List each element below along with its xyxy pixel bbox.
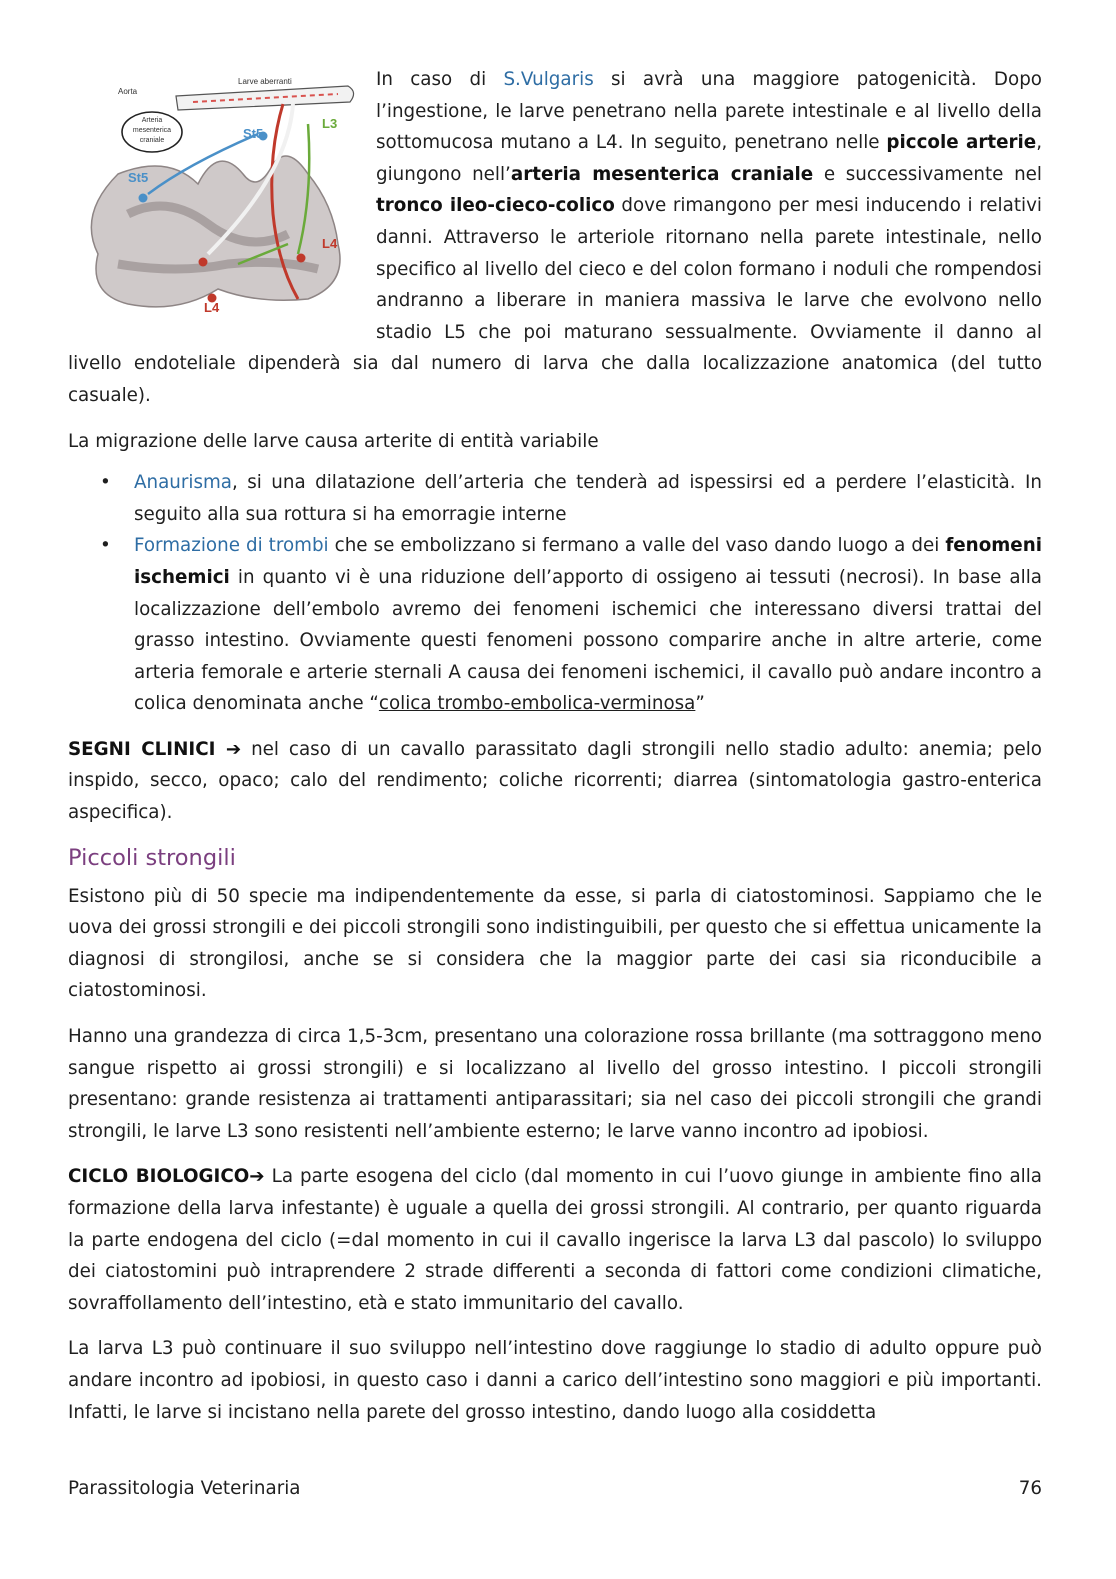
mesenterica-label: mesenterica (132, 127, 172, 134)
bullet-icon: • (100, 472, 111, 494)
footer-title: Parassitologia Veterinaria (68, 1478, 301, 1499)
migration-diagram (58, 64, 362, 322)
paragraph-segni-clinici: SEGNI CLINICI ➔ nel caso di un cavallo parassitato dagli strongili nello stadio adulto: anemia; pelo inspido, secco, opaco; calo del rendimento; coliche ricorrenti; diarrea (sintomatologia gastro-enterica aspecifica). (68, 738, 1042, 824)
paragraph-migrazione: La migrazione delle larve causa arterite di entità variabile (68, 430, 599, 452)
arteria-label: Arteria (141, 117, 163, 124)
page-content (68, 64, 1042, 1428)
bullet-icon: • (100, 535, 111, 557)
l4-label: L4 (204, 300, 220, 315)
aorta-label: Aorta (118, 87, 138, 96)
s-vulgaris-term: S.Vulgaris (503, 69, 594, 90)
l4-dot (297, 254, 306, 263)
page-number: 76 (1018, 1478, 1042, 1499)
paragraph-larva-l3: La larva L3 può continuare il suo sviluppo nell’intestino dove raggiunge lo stadio di adulto oppure può andare incontro ad ipobiosi, in questo caso i danni a carico dell’intestino sono maggiori e più importanti. Infatti, le larve si incistano nella parete del grosso intestino, dando luogo alla cosiddetta (68, 1338, 1042, 1423)
section-title-piccoli-strongili: Piccoli strongili (68, 844, 236, 871)
st5-label: St5 (243, 126, 264, 141)
page-footer (68, 1477, 1042, 1501)
trombi-term: Formazione di trombi (134, 535, 329, 557)
st5-dot (139, 194, 148, 203)
aorta-shape (176, 86, 354, 110)
list-item: • Formazione di trombi che se embolizzano si fermano a valle del vaso dando luogo a dei fenomeni ischemici in quanto vi è una riduzione dell’apporto di ossigeno ai tessuti (necrosi). In base alla localizzazione dell’embolo avremo dei fenomeni ischemici che interessano diversi trattai del grasso intestino. Ovviamente questi fenomeni possono comparire anche in altre arterie, come arteria femorale e arterie sternali A causa dei fenomeni ischemici, il cavallo può andare incontro a colica denominata anche “colica trombo-embolica-verminosa” (134, 530, 1042, 720)
paragraph-ciatostominosi: Esistono più di 50 specie ma indipendentemente da esse, si parla di ciatostominosi. Sappiamo che le uova dei grossi strongili e dei piccoli strongili sono indistinguibili, per questo che si effettua unicamente la diagnosi di strongilosi, anche se si considera che la maggior parte dei casi sia riconducibile a ciatostominosi. (68, 885, 1042, 1002)
strongylus-migration-figure (58, 64, 362, 322)
arterite-list (68, 467, 1042, 720)
intestine-fold (118, 262, 318, 269)
larve-aberranti-label: Larve aberranti (238, 77, 292, 86)
paragraph-s-vulgaris: In caso di S.Vulgaris si avrà una maggiore patogenicità. Dopo l’ingestione, le larve penetrano nella parete intestinale e al livello della sottomucosa mutano a L4. In seguito, penetrano nelle piccole arterie, giungono nell’arteria mesenterica craniale e successivamente nel tronco ileo-cieco-colico dove rimangono per mesi inducendo i relativi danni. Attraverso le arteriole ritornano nella parete intestinale, nello specifico al livello del cieco e del colon formano i noduli che rompendosi andranno a liberare in maniera massiva le larve che evolvono nello stadio L5 che poi maturano sessualmente. Ovviamente il danno al livello endoteliale dipenderà sia dal numero di larva che dalla localizzazione anatomica (del tutto casuale). (68, 69, 1042, 406)
l4-label: L4 (322, 236, 338, 251)
craniale-label: craniale (139, 137, 165, 144)
st5-label: St5 (128, 170, 149, 185)
colica-term: colica trombo-embolica-verminosa (378, 693, 696, 715)
l4-dot (199, 258, 208, 267)
list-item: • Anaurisma, si una dilatazione dell’arteria che tenderà ad ispessirsi ed a perdere l’elasticità. In seguito alla sua rottura si ha emorragie interne (134, 467, 1042, 530)
l3-label: L3 (322, 116, 338, 131)
paragraph-grandezza: Hanno una grandezza di circa 1,5-3cm, presentano una colorazione rossa brillante (ma sottraggono meno sangue rispetto ai grossi strongili) e si localizzano al livello del grosso intestino. I piccoli strongili presentano: grande resistenza ai trattamenti antiparassitari; sia nel caso dei piccoli strongili che grandi strongili, le larve L3 sono resistenti nell’ambiente esterno; le larve vanno incontro ad ipobiosi. (68, 1026, 1042, 1142)
aneurisma-term: Anaurisma (134, 472, 233, 494)
paragraph-ciclo-biologico: CICLO BIOLOGICO➔ La parte esogena del ciclo (dal momento in cui l’uovo giunge in ambiente fino alla formazione della larva infestante) è uguale a quella dei grossi strongili. Al contrario, per quanto riguarda la parte endogena del ciclo (=dal momento in cui il cavallo ingerisce la larva L3 dal pascolo) lo sviluppo dei ciatostomini può intraprendere 2 strade differenti a seconda di fattori come condizioni climatiche, sovraffollamento dell’intestino, età e stato immunitario del cavallo. (68, 1166, 1043, 1314)
